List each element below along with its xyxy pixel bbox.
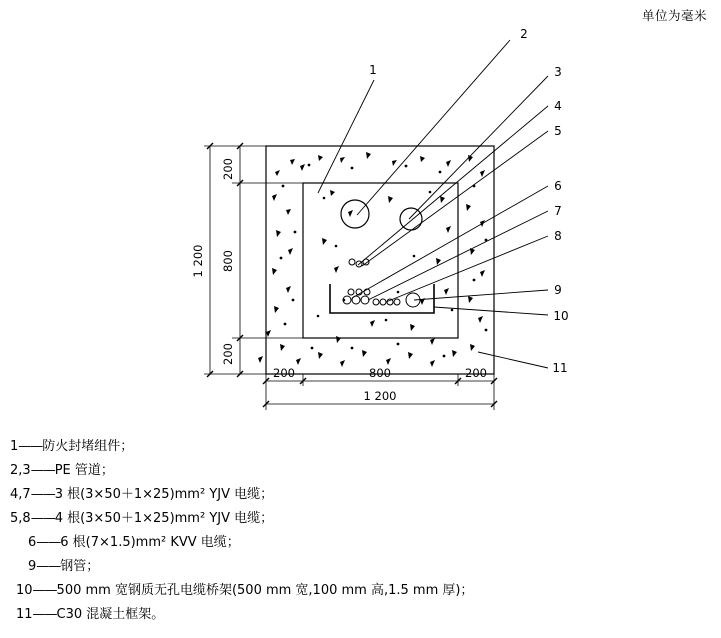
legend-number: 9: [28, 559, 37, 574]
unit-note: 单位为毫米: [641, 8, 707, 23]
legend-number: 6: [28, 535, 37, 550]
leader-label-6: 6: [554, 179, 562, 193]
legend-text: 3 根(3×50＋1×25)mm² YJV 电缆；: [54, 487, 274, 502]
legend-number: 5,8: [10, 511, 31, 526]
leader-label-10: 10: [553, 309, 569, 323]
legend-text: 防火封堵组件；: [42, 439, 134, 454]
legend-item: [8, 464, 708, 477]
dim-bottom-200-left: 200: [273, 366, 295, 380]
left-dimensions: [204, 146, 303, 374]
legend-dash: ——: [32, 607, 57, 622]
leader-label-5: 5: [554, 124, 562, 138]
legend-dash: ——: [30, 463, 55, 478]
dim-left-800: 800: [221, 250, 235, 272]
legend-list: [8, 440, 708, 632]
dim-left-total: 1 200: [191, 244, 205, 278]
leader-lines: [318, 40, 548, 368]
bottom-dimension-labels: [273, 366, 487, 403]
left-dimension-labels: [191, 158, 235, 365]
leader-label-9: 9: [554, 283, 562, 297]
dim-left-200-bottom: 200: [221, 343, 235, 365]
legend-item: [8, 488, 708, 501]
dim-bottom-total: 1 200: [363, 389, 397, 403]
legend-number: 10: [16, 583, 33, 598]
legend-item: [8, 608, 708, 621]
dim-left-200-top: 200: [221, 158, 235, 180]
leader-label-1: 1: [369, 63, 377, 77]
legend-dash: ——: [18, 439, 43, 454]
dim-bottom-800: 800: [369, 366, 391, 380]
leader-labels: [369, 27, 568, 375]
legend-text: C30 混凝土框架。: [56, 607, 165, 622]
cable-bundles: [343, 289, 420, 307]
leader-label-3: 3: [554, 65, 562, 79]
leader-label-2: 2: [520, 27, 528, 41]
legend-item: [8, 440, 708, 453]
leader-label-4: 4: [554, 99, 562, 113]
legend-text: PE 管道；: [54, 463, 114, 478]
legend-dash: ——: [36, 535, 61, 550]
legend-number: 1: [10, 439, 19, 454]
pe-pipe-2: [341, 200, 369, 228]
legend-dash: ——: [30, 511, 55, 526]
leader-label-8: 8: [554, 229, 562, 243]
legend-item: [8, 560, 708, 573]
legend-number: 4,7: [10, 487, 31, 502]
legend-text: 500 mm 宽钢质无孔电缆桥架(500 mm 宽,100 mm 高,1.5 mm 厚)；: [56, 583, 474, 598]
legend-dash: ——: [36, 559, 61, 574]
legend-text: 4 根(3×50＋1×25)mm² YJV 电缆；: [54, 511, 274, 526]
legend-item: [8, 512, 708, 525]
legend-number: 2,3: [10, 463, 31, 478]
legend-number: 11: [16, 607, 33, 622]
legend-dash: ——: [32, 583, 57, 598]
legend-text: 6 根(7×1.5)mm² KVV 电缆；: [60, 535, 240, 550]
legend-item: [8, 584, 708, 597]
dim-bottom-200-right: 200: [465, 366, 487, 380]
leader-label-11: 11: [552, 361, 568, 375]
legend-dash: ——: [30, 487, 55, 502]
firestop-assembly-outline: [303, 183, 458, 338]
concrete-hatch: [258, 152, 487, 367]
leader-label-7: 7: [554, 204, 562, 218]
legend-item: [8, 536, 708, 549]
legend-text: 钢管；: [60, 559, 100, 574]
